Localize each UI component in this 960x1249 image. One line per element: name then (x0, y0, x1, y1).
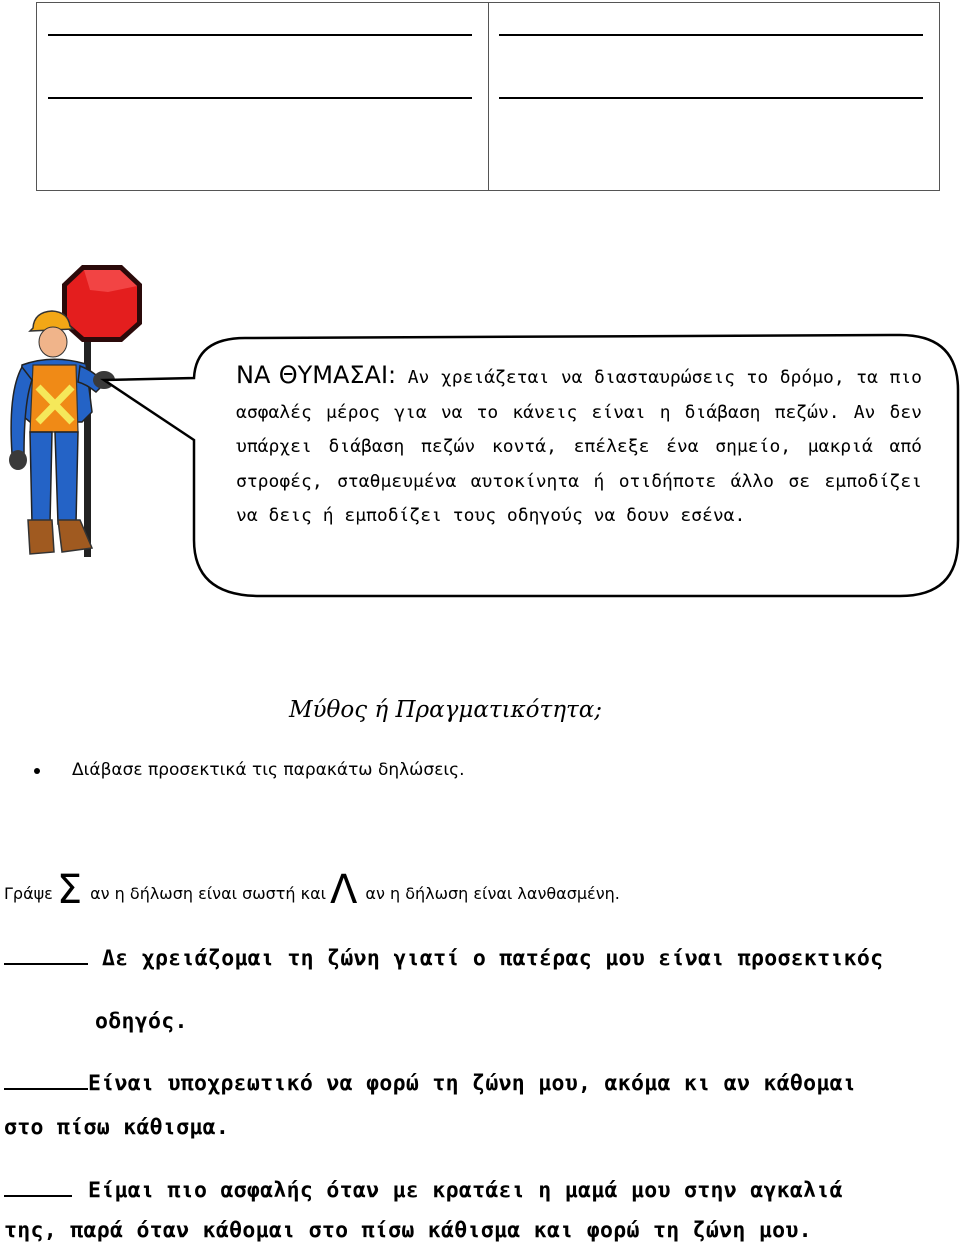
reminder-text: Αν χρειάζεται να διασταυρώσεις το δρόμο, τα πιο ασφαλές μέρος για να το κάνεις είναι η διάβαση πεζών. Αν δεν υπάρχει διάβαση πεζών κοντά, επέλεξε ένα σημείο, μακριά από στροφές, σταθμευμένα αυτοκίνητα ή οτιδήποτε άλλο σε εμποδίζει να δεις ή εμποδίζει τους οδηγούς να δουν εσένα. (236, 367, 923, 526)
statement-3-text: Είμαι πιο ασφαλής όταν με κρατάει η μαμά μου στην αγκαλιά (88, 1178, 843, 1203)
statement-2-line-1 (4, 1070, 856, 1096)
statement-1-line-1 (4, 945, 883, 971)
statement-3-line-2: της, παρά όταν κάθομαι στο πίσω κάθισμα και φορώ τη ζώνη μου. (4, 1218, 812, 1243)
instruction-text-1: Γράψε (4, 884, 53, 903)
writing-line[interactable] (499, 97, 923, 99)
reminder-paragraph (236, 358, 922, 534)
answer-table (36, 2, 940, 191)
instruction-text-2: αν η δήλωση είναι σωστή και (90, 884, 327, 903)
answer-blank-3[interactable] (4, 1177, 72, 1197)
answer-cell-right (488, 3, 940, 190)
bullet-text: Διάβασε προσεκτικά τις παρακάτω δηλώσεις. (72, 760, 465, 780)
bullet-icon (34, 768, 40, 774)
letter-true: Σ (56, 867, 83, 913)
quiz-title: Μύθος ή Πραγματικότητα; (289, 697, 603, 723)
statement-2-text: Είναι υποχρεωτικό να φορώ τη ζώνη μου, ακόμα κι αν κάθομαι (88, 1071, 857, 1096)
statement-1-line-2: οδηγός. (95, 1009, 188, 1034)
statement-2-line-2: στο πίσω κάθισμα. (4, 1115, 230, 1140)
writing-line[interactable] (48, 34, 472, 36)
answer-blank-1[interactable] (4, 945, 88, 965)
letter-false: Λ (330, 867, 358, 913)
statement-3-line-1 (4, 1177, 843, 1203)
writing-line[interactable] (499, 34, 923, 36)
answer-instructions (4, 867, 620, 913)
writing-line[interactable] (48, 97, 472, 99)
instruction-text-3: αν η δήλωση είναι λανθασμένη. (365, 884, 620, 903)
statement-1-text: Δε χρειάζομαι τη ζώνη γιατί ο πατέρας μου είναι προσεκτικός (102, 946, 884, 971)
answer-blank-2[interactable] (4, 1070, 88, 1090)
answer-cell-left (37, 3, 488, 190)
reminder-heading: ΝΑ ΘΥΜΑΣΑΙ: (236, 361, 397, 389)
